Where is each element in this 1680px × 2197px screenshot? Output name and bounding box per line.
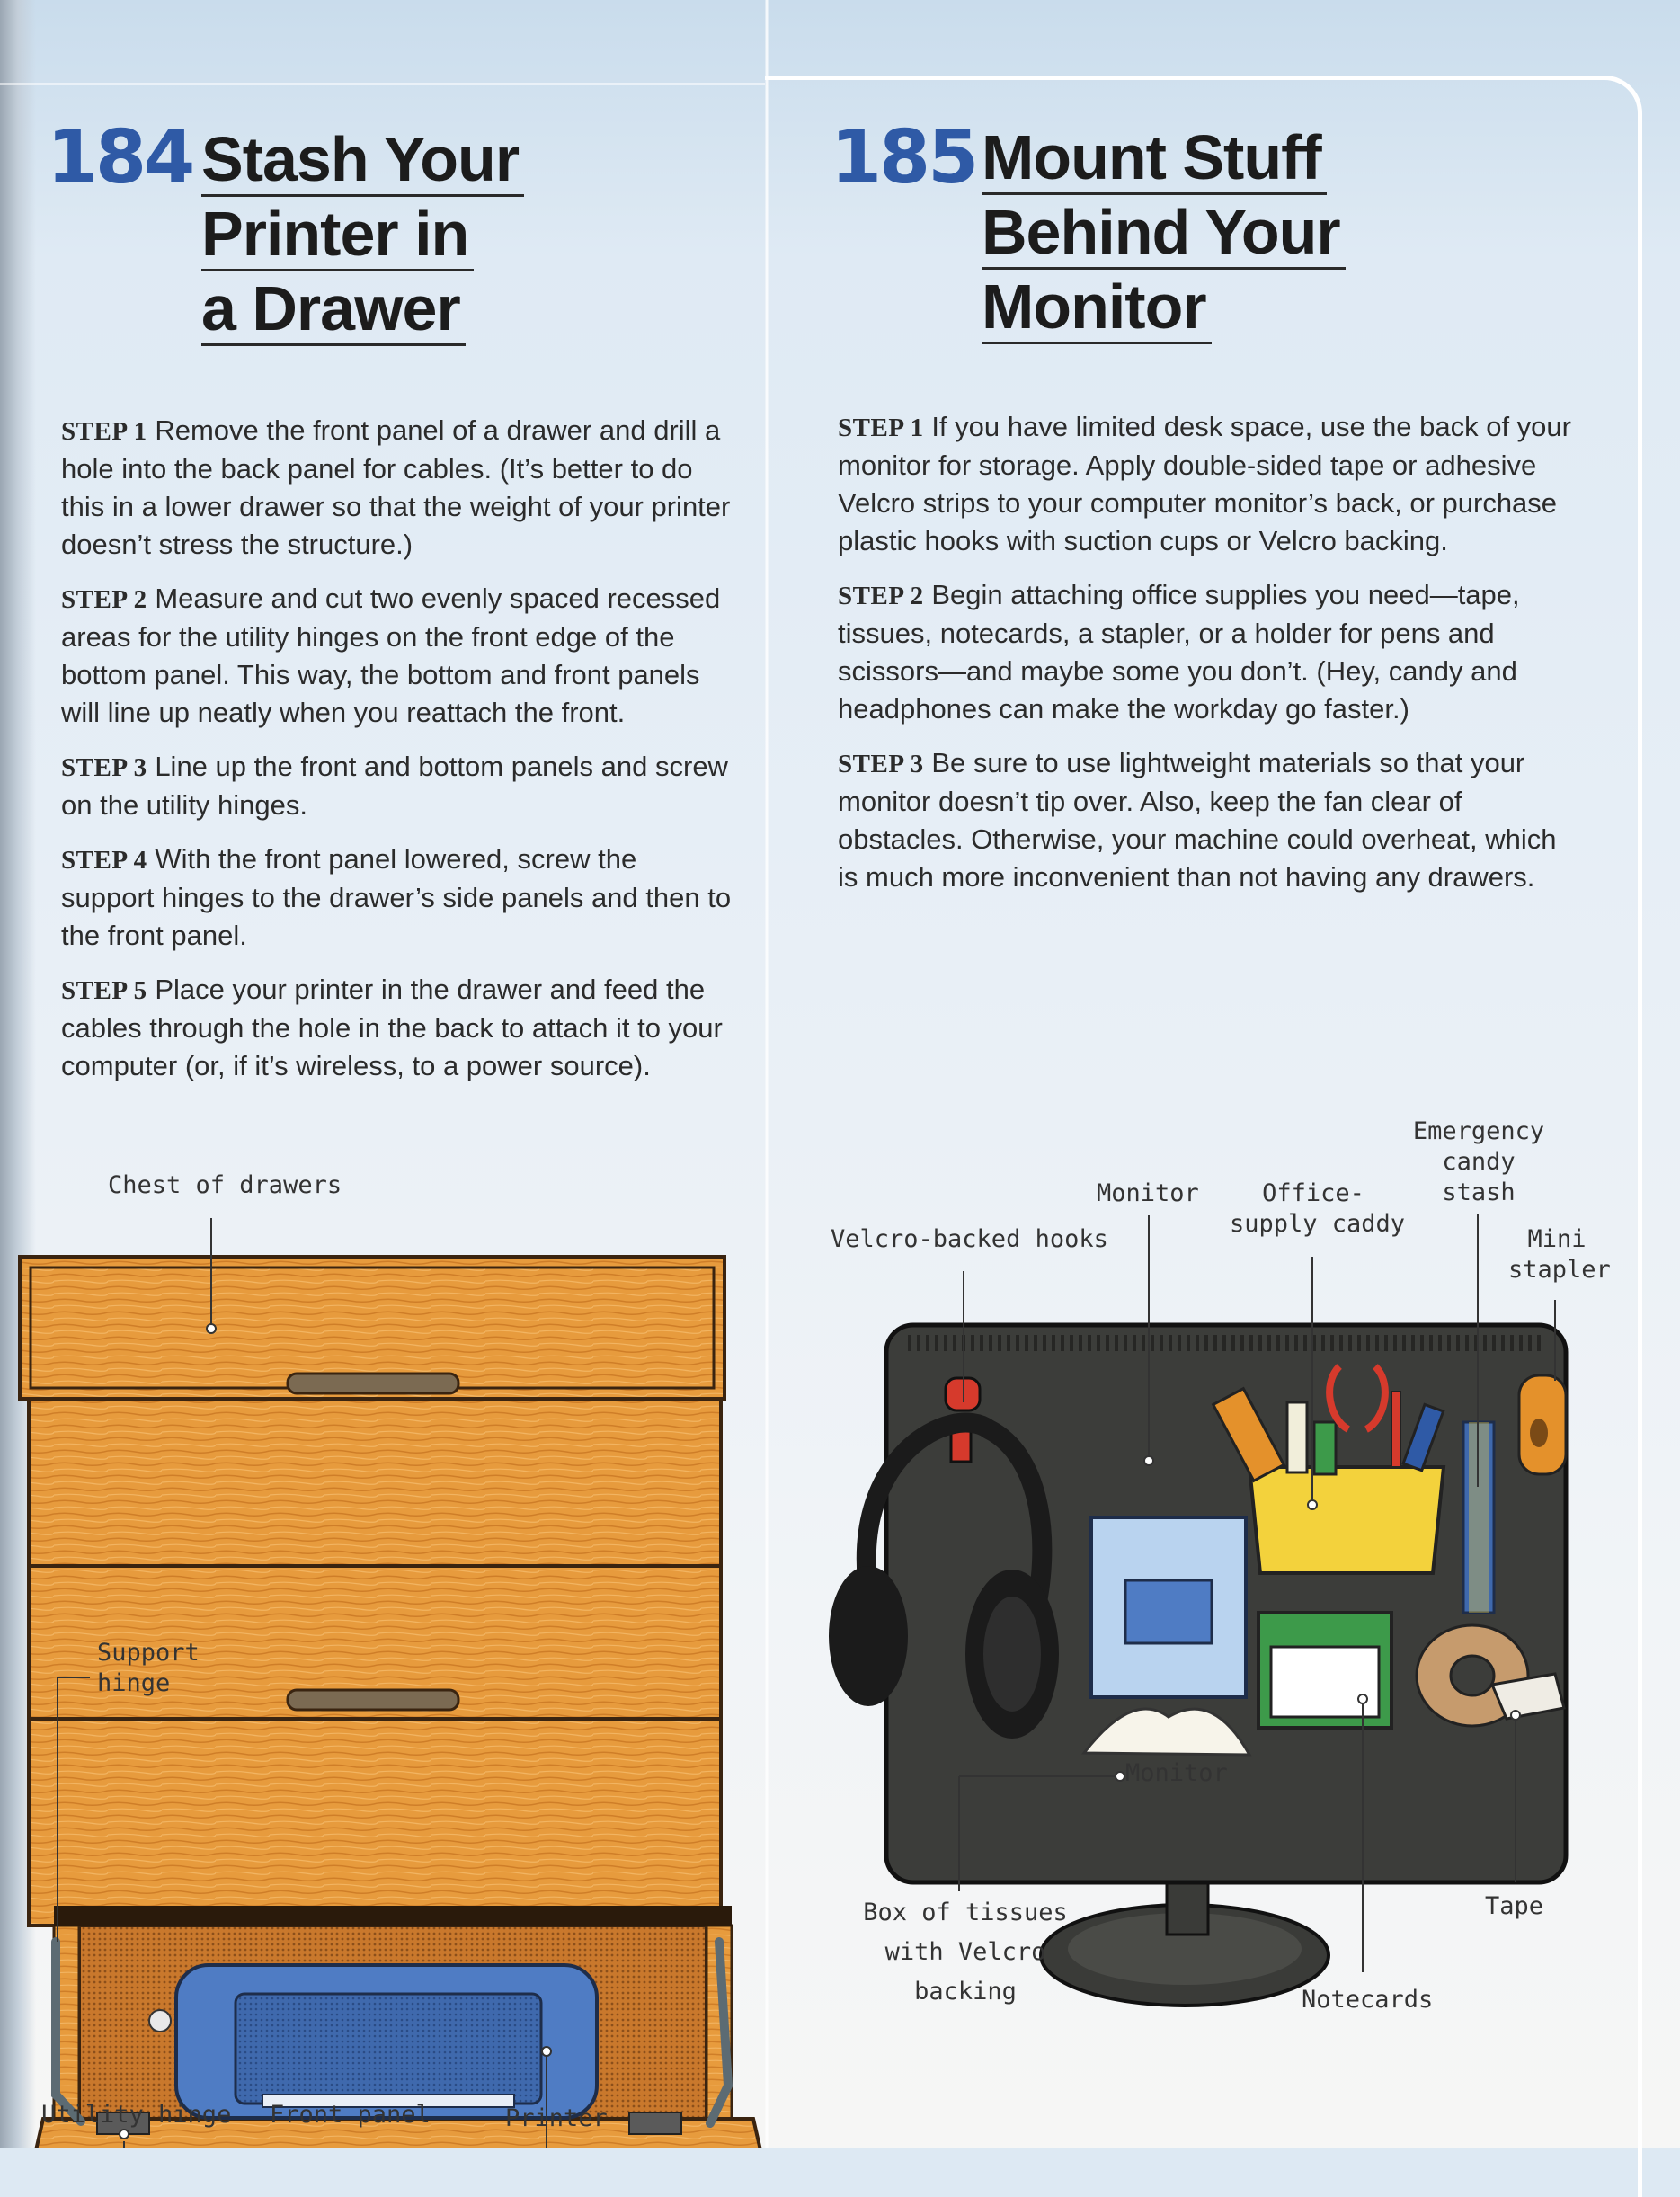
step-text: Begin attaching office supplies you need—tape, tissues, notecards, a stapler, or a holder for pens and scissors—and maybe some you don’t. (Hey, candy and headphones can make the workday go faster.) bbox=[838, 579, 1520, 725]
label-box-of-tissues: Box of tissues with Velcro backing bbox=[863, 1899, 1068, 2006]
label-monitor-mid: Monitor bbox=[1125, 1759, 1228, 1787]
label-velcro-backed-hooks: Velcro-backed hooks bbox=[831, 1225, 1108, 1253]
step-label: STEP 1 bbox=[61, 417, 147, 446]
title-line: Stash Your bbox=[201, 124, 524, 197]
title-line: Monitor bbox=[982, 271, 1212, 344]
step-text: Measure and cut two evenly spaced recessed areas for the utility hinges on the front edge of the bottom panel. This way, the bottom and front panels will line up neatly when you reattach the front. bbox=[61, 583, 721, 728]
label-support-hinge: Support hinge bbox=[97, 1639, 200, 1697]
title-line: a Drawer bbox=[201, 273, 466, 346]
label-mini-stapler: Mini stapler bbox=[1508, 1225, 1611, 1284]
step-label: STEP 2 bbox=[838, 582, 924, 610]
chest-of-drawers bbox=[20, 1257, 760, 2148]
step-text: Be sure to use lightweight materials so that your monitor doesn’t tip over. Also, keep the fan clear of obstacles. Otherwise, your machine could overheat, which is much more inconvenient than not having any drawers. bbox=[838, 747, 1557, 893]
label-chest-of-drawers: Chest of drawers bbox=[108, 1171, 342, 1199]
label-emergency-candy-stash: Emergency candy stash bbox=[1412, 1117, 1545, 1206]
step-text: With the front panel lowered, screw the support hinges to the drawer’s side panels and then to the front panel. bbox=[61, 843, 732, 951]
step-text: Line up the front and bottom panels and screw on the utility hinges. bbox=[61, 751, 728, 821]
section-number-184: 184 bbox=[47, 115, 193, 200]
label-monitor-top: Monitor bbox=[1097, 1179, 1199, 1207]
step-label: STEP 4 bbox=[61, 846, 147, 875]
section-number-185: 185 bbox=[831, 115, 977, 200]
step-text: Place your printer in the drawer and feed the cables through the hole in the back to attach it to your computer (or, if it’s wireless, to a power source). bbox=[61, 974, 723, 1081]
step-label: STEP 1 bbox=[838, 414, 924, 442]
label-printer: Printer bbox=[505, 2104, 608, 2132]
label-office-supply-caddy: Office- supply caddy bbox=[1230, 1179, 1406, 1238]
step-label: STEP 3 bbox=[61, 753, 147, 782]
title-line: Mount Stuff bbox=[982, 122, 1327, 195]
step-text: Remove the front panel of a drawer and drill a hole into the back panel for cables. (It’s better to do this in a lower drawer so that the weight of your printer doesn’t stress the structure.) bbox=[61, 414, 731, 560]
label-front-panel: Front panel bbox=[270, 2101, 431, 2129]
step-label: STEP 3 bbox=[838, 750, 924, 778]
title-line: Behind Your bbox=[982, 197, 1346, 270]
step-label: STEP 5 bbox=[61, 976, 147, 1005]
label-tape: Tape bbox=[1485, 1892, 1544, 1920]
step-text: If you have limited desk space, use the back of your monitor for storage. Apply double-sided tape or adhesive Velcro strips to your computer monitor’s back, or purchase plastic hooks with suction cups or Velcro backing. bbox=[838, 411, 1571, 556]
title-line: Printer in bbox=[201, 199, 474, 271]
step-label: STEP 2 bbox=[61, 585, 147, 614]
label-utility-hinge: Utility hinge bbox=[41, 2101, 232, 2129]
label-notecards: Notecards bbox=[1302, 1986, 1434, 2014]
